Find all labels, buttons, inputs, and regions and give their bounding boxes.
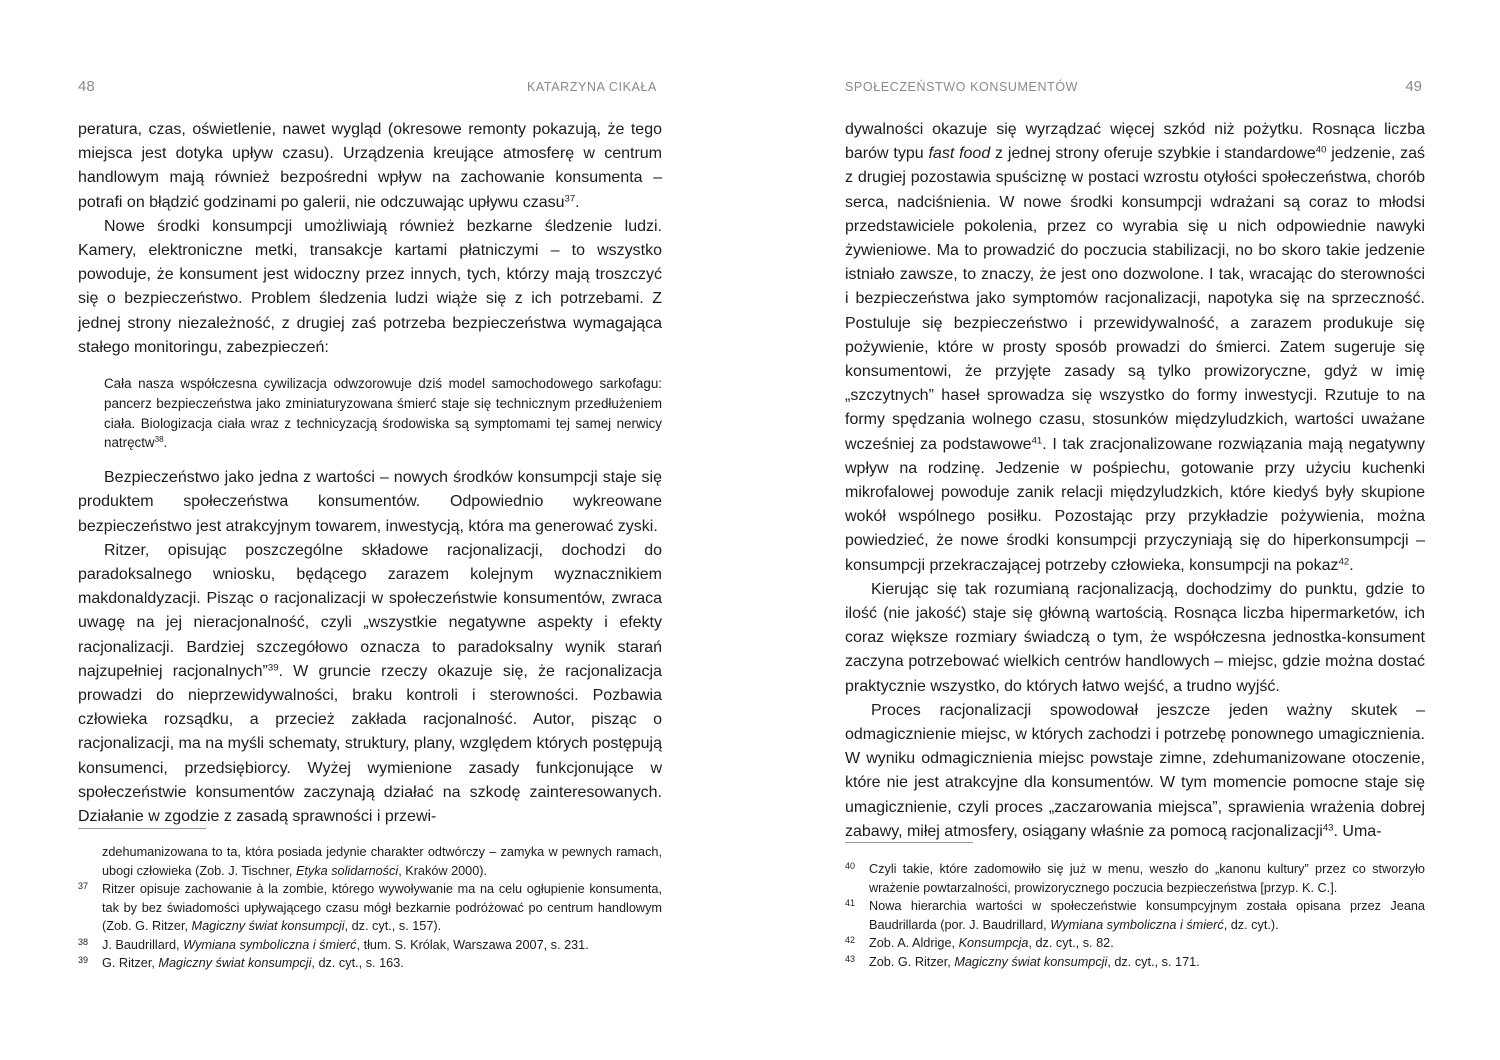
running-head: SPOŁECZEŃSTWO KONSUMENTÓW <box>845 80 1079 94</box>
paragraph: dywalności okazuje się wyrządzać więcej szkód niż pożytku. Rosnąca liczba barów typu fast food z jednej strony oferuje szybkie i standardowe$^{40}$ jedzenie, zaś z drugiej pozostawia spuściznę w postaci wzrostu otyłości społeczeństwa, chorób serca, nadciśnienia. W nowe środki konsumpcji wdrażani są coraz to młodsi przedstawiciele pokolenia, przez co wyrabia się u nich odpowiednie nawyki żywieniowe. Ma to prowadzić do poczucia stabilizacji, no bo skoro takie jedzenie istniało zawsze, to znaczy, że jest ono dozwolone. I tak, wracając do sterowności i bezpieczeństwa jako symptomów racjonalizacji, napotyka się na sprzeczność. Postuluje się bezpieczeństwo i przewidywalność, a zarazem produkuje się pożywienie, które w prosty sposób prowadzi do śmierci. Zatem sugeruje się konsumentowi, że przyjęte zasady są tylko prowizoryczne, gdyż w imię „szczytnych” haseł sprowadza się wszystko do formy inwestycji. Rzutuje to na formy spędzania wolnego czasu, stosunków międzyludzkich, wartości uważane wcześniej za podstawowe$^{41}$. I tak zracjonalizowane rozwiązania mają negatywny wpływ na rodzinę. Jedzenie w pośpiechu, gotowanie przy użyciu kuchenki mikrofalowej powoduje zanik relacji międzyludzkich, które kiedyś były skupione wokół wspólnego posiłku. Pozostając przy przykładzie pożywienia, można powiedzieć, że nowe środki konsumpcji przyczyniają się do hiperkonsumpcji – konsumpcji przekraczającej potrzeby człowieka, konsumpcji na pokaz$^{42}$. <box>845 121 1425 574</box>
footnote-ref[interactable]: 38 <box>154 435 164 445</box>
right-page <box>750 0 1500 1060</box>
page-number: 49 <box>1405 78 1422 95</box>
footnote-ref[interactable]: 42 <box>1338 555 1350 567</box>
footnote-mark: 41 <box>845 898 856 908</box>
footnote-ref[interactable]: 37 <box>564 192 576 204</box>
paragraph: Bezpieczeństwo jako jedna z wartości – nowych środków konsumpcji staje się produktem społeczeństwa konsumentów. Odpowiednio wykreowane bezpieczeństwo jest atrakcyjnym towarem, inwestycją, która ma generować zyski. <box>78 469 662 535</box>
footnote-mark: 39 <box>78 955 89 965</box>
footnote-43: 43 Zob. G. Ritzer, Magiczny świat konsumpcji, dz. cyt., s. 171. <box>845 953 1200 969</box>
footnote-38: 38 J. Baudrillard, Wymiana symboliczna i śmierć, tłum. S. Królak, Warszawa 2007, s. 231. <box>78 936 589 952</box>
footnote-mark: 43 <box>845 953 856 964</box>
footnote-ref[interactable]: 40 <box>1315 144 1327 156</box>
running-head: KATARZYNA CIKAŁA <box>526 80 657 94</box>
footnote-41: 41 Nowa hierarchia wartości w społeczeństwie konsumpcyjnym została opisana przez Jeana Baudrillarda (por. J. Baudrillard, Wymiana symboliczna i śmierć, dz. cyt.). <box>845 898 1425 932</box>
page-number: 48 <box>78 78 95 95</box>
footnote-divider <box>78 828 206 829</box>
paragraph: Kierując się tak rozumianą racjonalizacją, dochodzimy do punktu, gdzie to ilość (nie jakość) staje się główną wartością. Rosnąca liczba hipermarketów, ich coraz większe rozmiary świadczą o tym, że współczesna jednostka-konsument zaczyna potrzebować wielkich centrów handlowych – miejsc, gdzie można dostać praktycznie wszystko, do których łatwo wejść, a trudno wyjść. <box>845 580 1425 695</box>
body-text <box>78 118 662 829</box>
footnote-mark: 42 <box>845 935 856 945</box>
block-quote: Cała nasza współczesna cywilizacja odwzorowuje dziś model samochodowego sarkofagu: pancerz bezpieczeństwa jako zminiaturyzowana śmierć staje się technicznym przedłużeniem ciała. Biologizacja ciała wraz z technicyzacją środowiska są symptomami tej samej nerwicy natręctw$^{38}$. <box>104 376 662 451</box>
paragraph: Proces racjonalizacji spowodował jeszcze jeden ważny skutek – odmagicznienie miejsc, w których zachodzi i potrzebę ponownego umagicznienia. W wyniku odmagicznienia miejsc powstaje zimne, zdehumanizowane otoczenie, które nie jest atrakcyjne dla konsumentów. W tym momencie pomocne staje się umagicznienie, czyli proces „zaczarowania miejsca”, sprawienia wrażenia dobrej zabawy, miłej atmosfery, osiągany właśnie za pomocą racjonalizacji$^{43}$. Uma- <box>845 701 1425 840</box>
paragraph: Nowe środki konsumpcji umożliwiają również bezkarne śledzenie ludzi. Kamery, elektroniczne metki, transakcje kartami płatniczymi – to wszystko powoduje, że konsument jest widoczny przez innych, tych, którzy mają troszczyć się o bezpieczeństwo. Problem śledzenia ludzi wiąże się z ich potrzebami. Z jednej strony niezależność, z drugiej zaś potrzeba bezpieczeństwa wymagająca stałego monitoringu, zabezpieczeń: <box>78 217 662 356</box>
footnote-ref[interactable]: 39 <box>267 662 279 674</box>
footnote-39: 39 G. Ritzer, Magiczny świat konsumpcji, dz. cyt., s. 163. <box>78 955 404 970</box>
footnote-mark: 38 <box>78 936 89 947</box>
footnotes <box>845 860 1425 971</box>
footnote-40: 40 Czyli takie, które zadomowiło się już w menu, weszło do „kanonu kultury” przez co stworzyło wrażenie powtarzalności, prowizorycznego poczucia bezpieczeństwa [przyp. K. C.]. <box>845 861 1425 895</box>
footnote-ref[interactable]: 43 <box>1322 822 1334 834</box>
paragraph: peratura, czas, oświetlenie, nawet wygląd (okresowe remonty pokazują, że tego miejsca jest dotyka upływ czasu). Urządzenia kreujące atmosferę w centrum handlowym mają również bezpośredni wpływ na zachowanie konsumenta – potrafi on błądzić godzinami po galerii, nie odczuwając upływu czasu$^{37}$. <box>78 121 662 211</box>
body-text <box>845 118 1425 844</box>
footnote-continuation: zdehumanizowana to ta, która posiada jedynie charakter odtwórczy – zamyka w pewnych ramach, ubogi człowieka (Zob. J. Tischner, Etyka solidarności, Kraków 2000). <box>102 845 662 878</box>
footnote-mark: 40 <box>845 861 856 871</box>
footnote-42: 42 Zob. A. Aldrige, Konsumpcja, dz. cyt., s. 82. <box>845 935 1114 950</box>
footnotes <box>78 843 662 973</box>
footnote-ref[interactable]: 41 <box>1031 434 1043 446</box>
footnote-mark: 37 <box>78 881 89 891</box>
paragraph: Ritzer, opisując poszczególne składowe racjonalizacji, dochodzi do paradoksalnego wniosku, będącego zarazem kolejnym wyznacznikiem makdonaldyzacji. Pisząc o racjonalizacji w społeczeństwie konsumentów, zwraca uwagę na jej nieracjonalność, czyli „wszystkie negatywne aspekty i efekty racjonalizacji. Bardziej szczegółowo oznacza to paradoksalny wynik starań najzupełniej racjonalnych”$^{39}$. W gruncie rzeczy okazuje się, że racjonalizacja prowadzi do nieprzewidywalności, braku kontroli i sterowności. Pozbawia człowieka rozsądku, a przecież zakłada racjonalność. Autor, pisząc o racjonalizacji, ma na myśli schematy, struktury, plany, względem których postępują konsumenci, przedsiębiorcy. Wyżej wymienione zasady funkcjonujące w społeczeństwie konsumentów zaczynają działać na szkodę zainteresowanych. Działanie w zgodzie z zasadą sprawności i przewi- <box>78 541 663 826</box>
footnote-37: 37 Ritzer opisuje zachowanie à la zombie, którego wywoływanie ma na celu ogłupienie konsumenta, tak by bez świadomości upływającego czasu mógł bezkarnie podróżować po centrum handlowym (Zob. G. Ritzer, Magiczny świat konsumpcji, dz. cyt., s. 157). <box>78 881 662 933</box>
footnote-divider <box>845 842 973 843</box>
